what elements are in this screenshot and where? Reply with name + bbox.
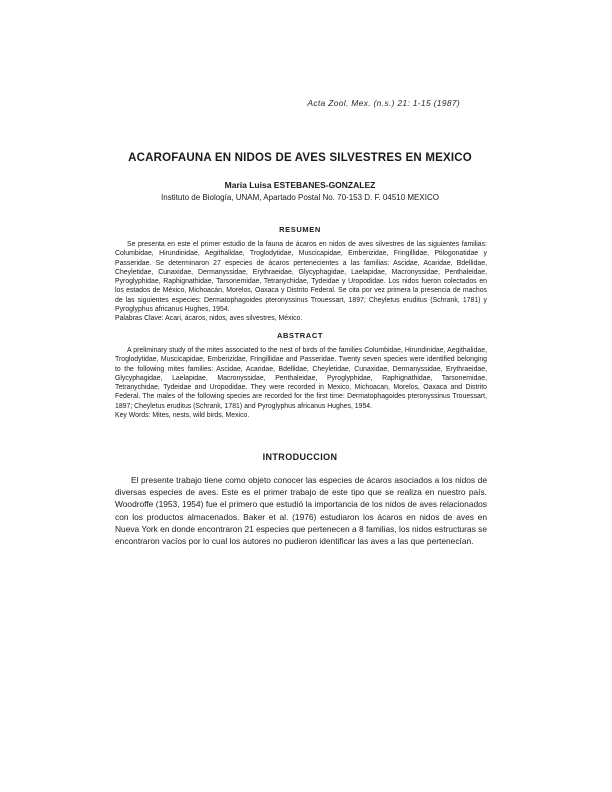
article-author: María Luisa ESTEBANES-GONZALEZ — [224, 180, 376, 190]
abstract-section — [115, 346, 487, 420]
author-affiliation: Instituto de Biología, UNAM, Apartado Postal No. 70-153 D. F. 04510 MEXICO — [161, 193, 439, 202]
article-title: ACAROFAUNA EN NIDOS DE AVES SILVESTRES EN MEXICO — [128, 152, 472, 164]
introduction-body: El presente trabajo tiene como objeto conocer las especies de ácaros asociados a los nidos de diversas especies de aves. Este es el primer trabajo de este tipo que se realiza en nuestro país. Woodroffe (1953, 1954) fue el primero que estudió la importancia de los nidos de aves relacionados con los productos almacenados. Baker et al. (1976) estudiaron los ácaros en nidos de aves en Nueva York en donde encontraron 21 especies que pertenecen a 8 familias, los nidos estructuras se encontraron vacíos por lo cual los autores no pudieron identificar las aves a las que pertenecían. — [115, 475, 487, 547]
abstract-heading: ABSTRACT — [276, 331, 324, 340]
resumen-keywords: Palabras Clave: Acari, ácaros, nidos, aves silvestres, México. — [115, 315, 303, 323]
resumen-body: Se presenta en este el primer estudio de la fauna de ácaros en nidos de aves silvestres de las siguientes familias: Columbidae, Hirundinidae, Aegithalidae, Troglodytidae, Muscicapidae, Emberizidae, Fringillidae, Ptilogonatidae y Passeridae. Se determinaron 27 especies de ácaros pertenecientes a las familias: Ascidae, Acaridae, Bdellidae, Cheyletidae, Cunaxidae, Dermanyssidae, Erythraeidae, Glycyphagidae, Laelapidae, Macronyssidae, Penthaleidae, Pyroglyphidae, Raphignathidae, Tarsonemidae, Tetranychidae, Tydeidae y Uropodidae. Los nidos fueron colectados en los estados de México, Michoacán, Morelos, Oaxaca y Distrito Federal. Se cita por vez primera la presencia de machos de las siguientes especies: Dermatophagoides pteronyssinus Trouessart, 1897; Cheyletus eruditus (Schrank, 1781) y Pyroglyphus africanus Hughes, 1954. — [115, 241, 487, 314]
introduction-heading: INTRODUCCION — [262, 452, 338, 462]
abstract-keywords: Key Words: Mites, nests, wild birds, Mexico. — [115, 412, 250, 420]
resumen-section — [115, 240, 487, 324]
journal-reference: Acta Zool. Mex. (n.s.) 21: 1-15 (1987) — [307, 98, 460, 108]
resumen-heading: RESUMEN — [279, 225, 321, 234]
abstract-body: A preliminary study of the mites associated to the nest of birds of the families Columbidae, Hirundinidae, Aegithalidae, Troglodytidae, Muscicapidae, Emberizidae, Fringillidae and Passeridae. Twenty seven species were identified belonging to the following mites families: Ascidae, Acaridae, Bdellidae, Cheyletidae, Cunaxidae, Dermanyssidae, Erythraeidae, Glycyphagidae, Laelapidae, Macronyssidae, Penthaleidae, Pyroglyphidae, Raphignathidae, Tarsonemidae, Tetranychidae, Tydeidae and Uropodidae. They were recorded in Mexico, Michoacan, Morelos, Oaxaca and Distrito Federal. The males of the following species are recorded for the first time: Dermatophagoides pteronyssinus Trouessart, 1897; Cheyletus eruditus (Schrank, 1781) and Pyroglyphus africanus Hughes, 1954. — [115, 347, 487, 410]
